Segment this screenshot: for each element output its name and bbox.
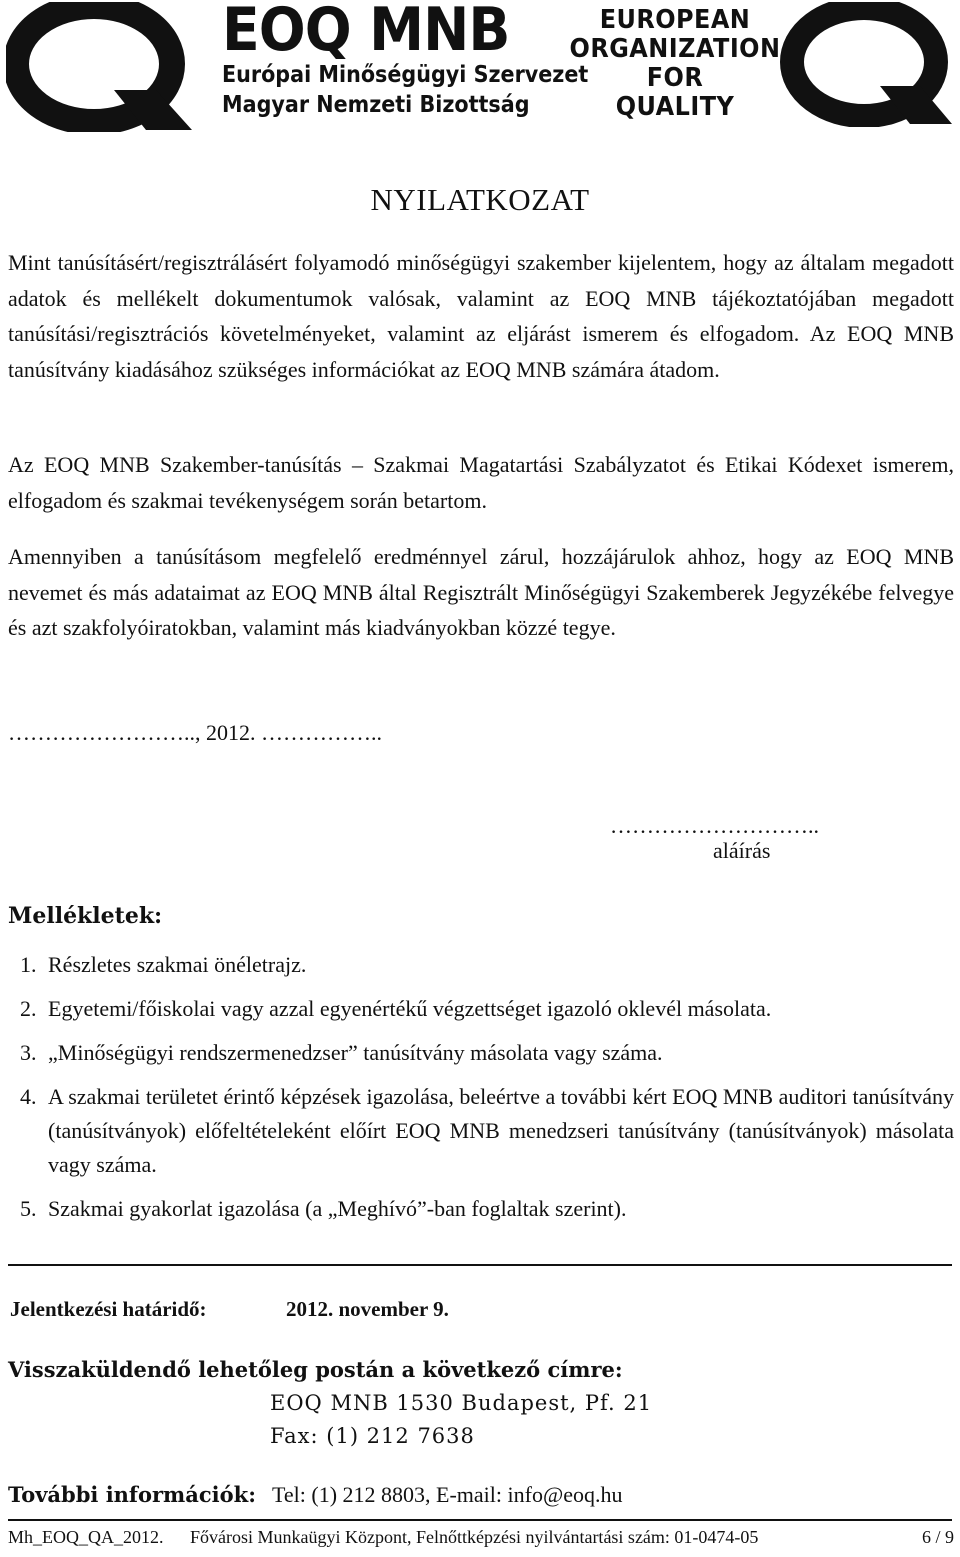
eoq-word-2: ORGANIZATION [569,34,781,64]
deadline-row [10,1294,449,1324]
logo-line-1: Európai Minőségügyi Szervezet [222,62,589,88]
section-divider [8,1264,952,1266]
list-item-number: 2. [20,996,37,1021]
signature-label: aláírás [713,838,771,863]
list-item [8,1036,954,1070]
attachments-heading: Mellékletek: [8,903,163,929]
declaration-paragraph-3: Amennyiben a tanúsításom megfelelő eredménnyel zárul, hozzájárulok ahhoz, hogy az EOQ MNB nevemet és más adataimat az EOQ MNB által Regisztrált Minőségügyi Szakemberek Jegyzékébe felvegye és azt szakfolyóiratokban, valamint más kiadványokban közzé tegye. [8,544,954,640]
q-letter-icon [780,2,955,127]
list-item-text: Részletes szakmai önéletrajz. [48,952,307,977]
page-number: 6 / 9 [921,1527,954,1547]
list-item [8,1080,954,1182]
eoq-word-3: FOR [646,63,704,93]
q-letter-icon [6,2,196,132]
eoq-word-1: EUROPEAN [599,5,751,35]
letterhead [0,0,960,140]
date-place-line: …………………….., 2012. …………….. [8,720,382,745]
list-item-text: Szakmai gyakorlat igazolása (a „Meghívó”-ban foglaltak szerint). [48,1196,627,1221]
logo-line-2: Magyar Nemzeti Bizottság [222,92,530,118]
more-info-label: További információk: [8,1482,256,1507]
fax-number: Fax: (1) 212 7638 [270,1424,475,1448]
deadline-value: 2012. november 9. [286,1297,449,1321]
list-item [8,992,954,1026]
attachments-list [8,948,954,1226]
declaration-paragraph-2: Az EOQ MNB Szakember-tanúsítás – Szakmai Magatartási Szabályzatot és Etikai Kódexet ismerem, elfogadom és szakmai tevékenységem során betartom. [8,452,954,513]
postal-address: EOQ MNB 1530 Budapest, Pf. 21 [270,1391,653,1415]
list-item-number: 4. [20,1084,37,1109]
page-title: NYILATKOZAT [370,182,590,217]
list-item [8,1192,954,1226]
declaration-paragraph-1: Mint tanúsításért/regisztrálásért folyamodó minőségügyi szakember kijelentem, hogy az általam megadott adatok és mellékelt dokumentumok valósak, valamint az EOQ MNB tájékoztatójában megadott tanúsítási/regisztrációs követelményeket, valamint az eljárást ismerem és elfogadom. Az EOQ MNB tanúsítvány kiadásához szükséges információkat az EOQ MNB számára átadom. [8,250,954,382]
list-item-text: Egyetemi/főiskolai vagy azzal egyenértékű végzettséget igazoló oklevél másolata. [48,996,772,1021]
signature-line: ……………………….. [610,813,819,838]
return-address-heading: Visszaküldendő lehetőleg postán a következő címre: [8,1357,623,1382]
logo-title: EOQ MNB [222,0,510,65]
list-item-text: „Minőségügyi rendszermenedzser” tanúsítvány másolata vagy száma. [48,1040,663,1065]
footer-divider [8,1519,952,1521]
deadline-label: Jelentkezési határidő: [10,1297,207,1321]
list-item-number: 1. [20,952,37,977]
eoq-word-4: QUALITY [615,92,735,122]
list-item-number: 3. [20,1040,37,1065]
contact-info: Tel: (1) 212 8803, E-mail: info@eoq.hu [272,1482,623,1507]
list-item-text: A szakmai területet érintő képzések igazolása, beleértve a további kért EOQ MNB auditori tanúsítvány (tanúsítványok) előfeltételeként előírt EOQ MNB menedzseri tanúsítvány (tanúsítványok) másolata vagy száma. [48,1084,954,1177]
document-code: Mh_EOQ_QA_2012. [8,1527,164,1547]
eoq-wordmark [560,6,790,122]
registry-info: Fővárosi Munkaügyi Központ, Felnőttképzési nyilvántartási szám: 01-0474-05 [190,1527,759,1547]
list-item-number: 5. [20,1196,37,1221]
list-item [8,948,954,982]
